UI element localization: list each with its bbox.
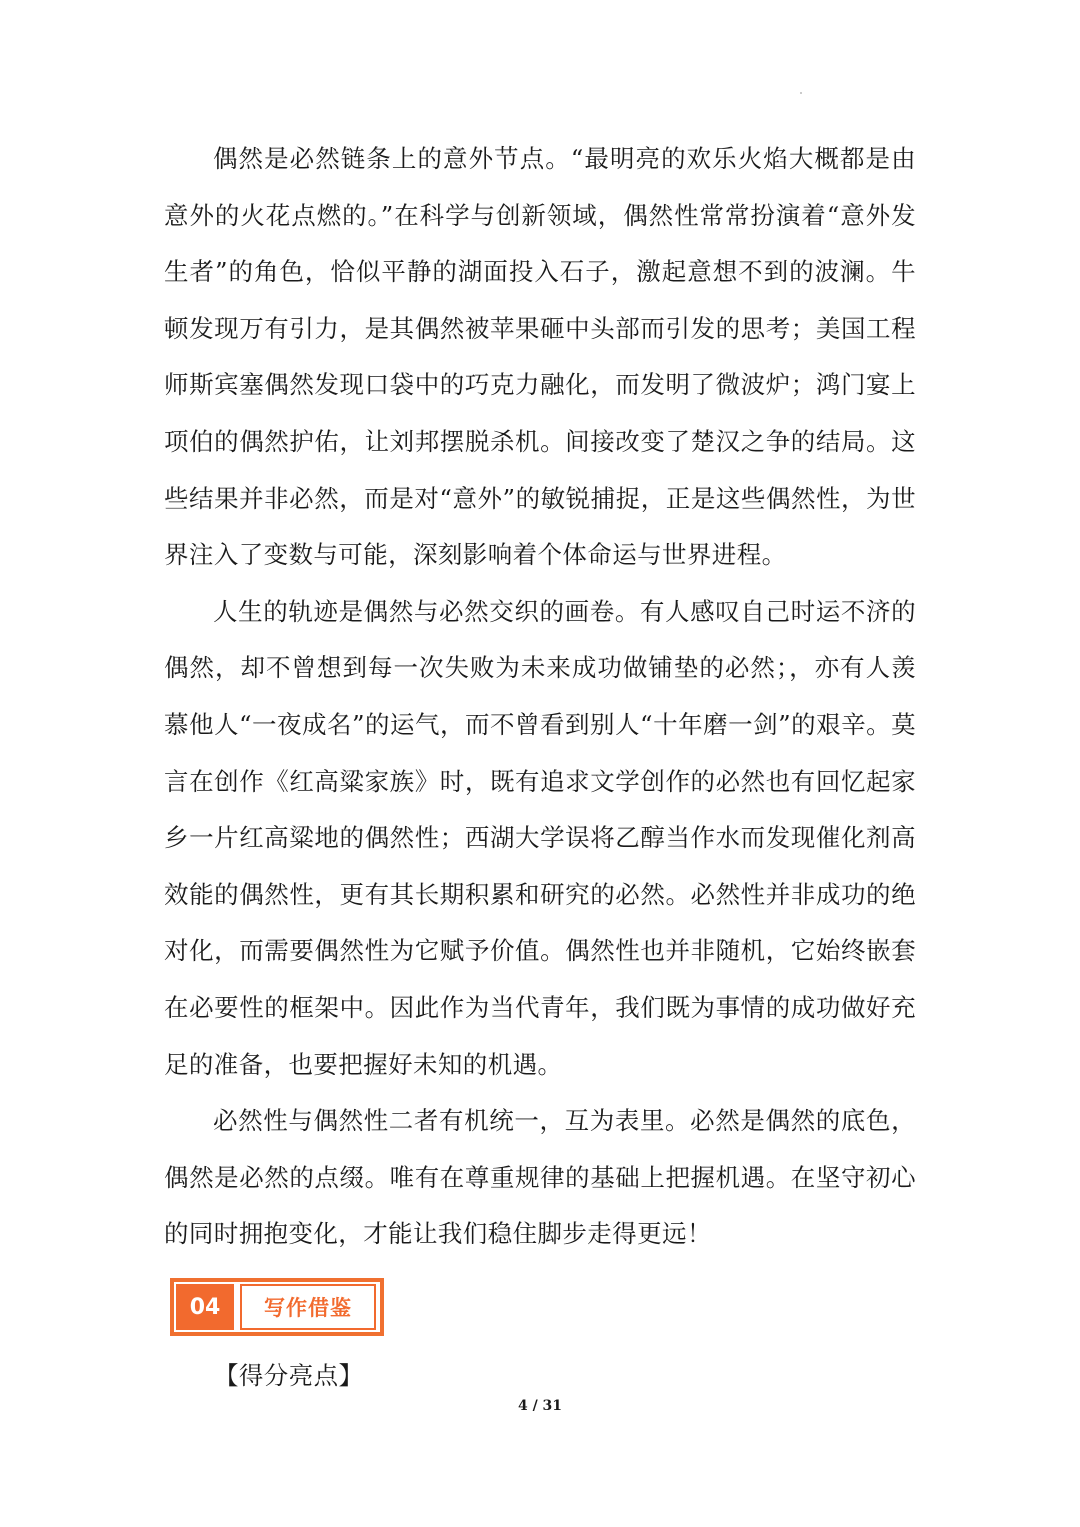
subheading: 【得分亮点】 [214,1361,364,1390]
paragraph-2: 人生的轨迹是偶然与必然交织的画卷。有人感叹自己时运不济的偶然，却不曾想到每一次失败为未来成功做铺垫的必然；，亦有人羡慕他人“一夜成名”的运气，而不曾看到别人“十年磨一剑”的艰辛。莫言在创作《红高粱家族》时，既有追求文学创作的必然也有回忆起家乡一片红高粱地的偶然性；西湖大学误将乙醇当作水而发现催化剂高效能的偶然性，更有其长期积累和研究的必然。必然性并非成功的绝对化，而需要偶然性为它赋予价值。偶然性也并非随机，它始终嵌套在必要性的框架中。因此作为当代青年，我们既为事情的成功做好充足的准备，也要把握好未知的机遇。 [164,596,916,1079]
essay-body [164,131,916,1263]
section-number: 04 [176,1284,234,1330]
decorative-dot [800,92,802,94]
paragraph-3: 必然性与偶然性二者有机统一，互为表里。必然是偶然的底色，偶然是必然的点缀。唯有在尊重规律的基础上把握机遇。在坚守初心的同时拥抱变化，才能让我们稳住脚步走得更远！ [164,1106,916,1249]
paragraph-1: 偶然是必然链条上的意外节点。“最明亮的欢乐火焰大概都是由意外的火花点燃的。”在科学与创新领域，偶然性常常扮演着“意外发生者”的角色，恰似平静的湖面投入石子，激起意想不到的波澜。牛顿发现万有引力，是其偶然被苹果砸中头部而引发的思考；美国工程师斯宾塞偶然发现口袋中的巧克力融化，而发明了微波炉；鸿门宴上项伯的偶然护佑，让刘邦摆脱杀机。间接改变了楚汉之争的结局。这些结果并非必然，而是对“意外”的敏锐捕捉，正是这些偶然性，为世界注入了变数与可能，深刻影响着个体命运与世界进程。 [164,144,916,570]
section-title: 写作借鉴 [240,1284,376,1330]
section-heading-badge [164,1272,390,1342]
page-number: 4 / 31 [517,1398,563,1414]
